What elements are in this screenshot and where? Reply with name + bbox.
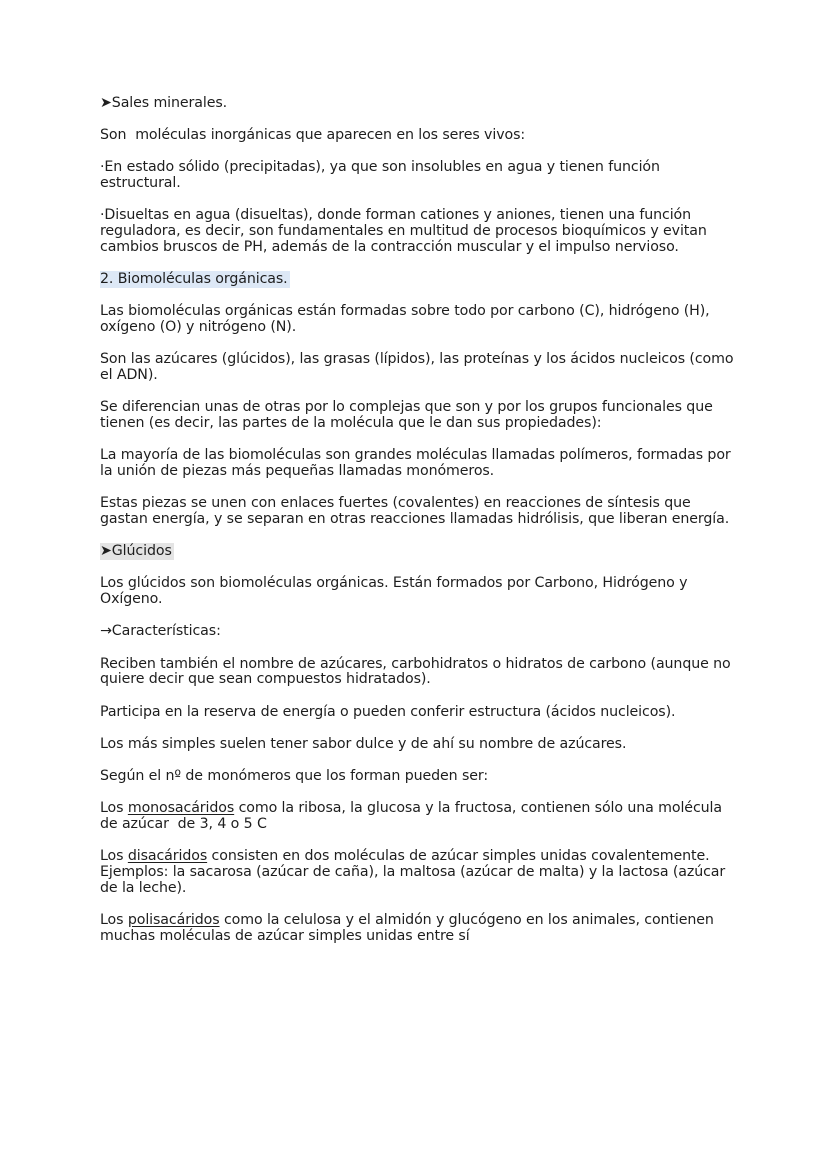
prefix-text: Los: [100, 911, 128, 928]
section-heading-organic: [100, 272, 740, 288]
highlighted-heading-text: ➤Glúcidos: [100, 543, 172, 560]
prefix-text: Los: [100, 800, 128, 817]
paragraph-sales-intro: Son moléculas inorgánicas que aparecen en los seres vivos:: [100, 127, 526, 144]
paragraph-glucidos-intro: Los glúcidos son biomoléculas orgánicas. Están formados por Carbono, Hidrógeno y Oxígeno.: [100, 575, 692, 608]
body-text: consisten en dos moléculas de azúcar simples unidas covalentemente. Ejemplos: la sacarosa (azúcar de caña), la maltosa (azúcar de malta) y la lactosa (azúcar de la leche).: [100, 848, 730, 896]
paragraph-polisacaridos: [100, 913, 740, 945]
paragraph-organic-differences: Se diferencian unas de otras por lo complejas que son y por los grupos funcionales que tienen (es decir, las partes de la molécula que le dan sus propiedades):: [100, 399, 718, 432]
body-text: como la ribosa, la glucosa y la fructosa, contienen sólo una molécula de azúcar de 3, 4 o 5 C: [100, 800, 727, 832]
paragraph-organic-composition: Las biomoléculas orgánicas están formadas sobre todo por carbono (C), hidrógeno (H), oxígeno (O) y nitrógeno (N).: [100, 303, 714, 336]
paragraph-organic-bonds: Estas piezas se unen con enlaces fuertes (covalentes) en reacciones de síntesis que gastan energía, y se separan en otras reacciones llamadas hidrólisis, que liberan energía.: [100, 495, 730, 528]
paragraph-monosacaridos: [100, 801, 740, 833]
subheading-caracteristicas: →Características:: [100, 623, 221, 640]
highlighted-heading-text: 2. Biomoléculas orgánicas.: [100, 271, 288, 288]
paragraph-char-taste: Los más simples suelen tener sabor dulce y de ahí su nombre de azúcares.: [100, 735, 627, 752]
paragraph-char-names: Reciben también el nombre de azúcares, carbohidratos o hidratos de carbono (aunque no quiere decir que sean compuestos hidratados).: [100, 655, 736, 688]
term-disacaridos: disacáridos: [127, 848, 208, 865]
paragraph-sales-solid: ·En estado sólido (precipitadas), ya que son insolubles en agua y tienen función estructural.: [100, 159, 665, 192]
term-monosacaridos: monosacáridos: [127, 800, 235, 817]
paragraph-char-energy: Participa en la reserva de energía o pueden conferir estructura (ácidos nucleicos).: [100, 703, 676, 720]
term-polisacaridos: polisacáridos: [127, 911, 220, 928]
paragraph-sales-dissolved: ·Disueltas en agua (disueltas), donde forman cationes y aniones, tienen una función reguladora, es decir, son fundamentales en multitud de procesos bioquímicos y evitan cambios bruscos de PH, además de la contracción muscular y el impulso nervioso.: [100, 207, 712, 255]
paragraph-organic-polymers: La mayoría de las biomoléculas son grandes moléculas llamadas polímeros, formadas por la unión de piezas más pequeñas llamadas monómeros.: [100, 447, 736, 480]
paragraph-organic-types: Son las azúcares (glúcidos), las grasas (lípidos), las proteínas y los ácidos nucleicos (como el ADN).: [100, 351, 738, 384]
section-heading-glucidos: [100, 544, 740, 560]
page-content: [100, 96, 740, 961]
section-heading-sales-minerales: ➤Sales minerales.: [100, 95, 228, 111]
prefix-text: Los: [100, 848, 128, 865]
paragraph-char-classification: Según el nº de monómeros que los forman pueden ser:: [100, 767, 489, 784]
paragraph-disacaridos: [100, 849, 740, 896]
body-text: como la celulosa y el almidón y glucógeno en los animales, contienen muchas moléculas de azúcar simples unidas entre sí: [100, 911, 719, 944]
